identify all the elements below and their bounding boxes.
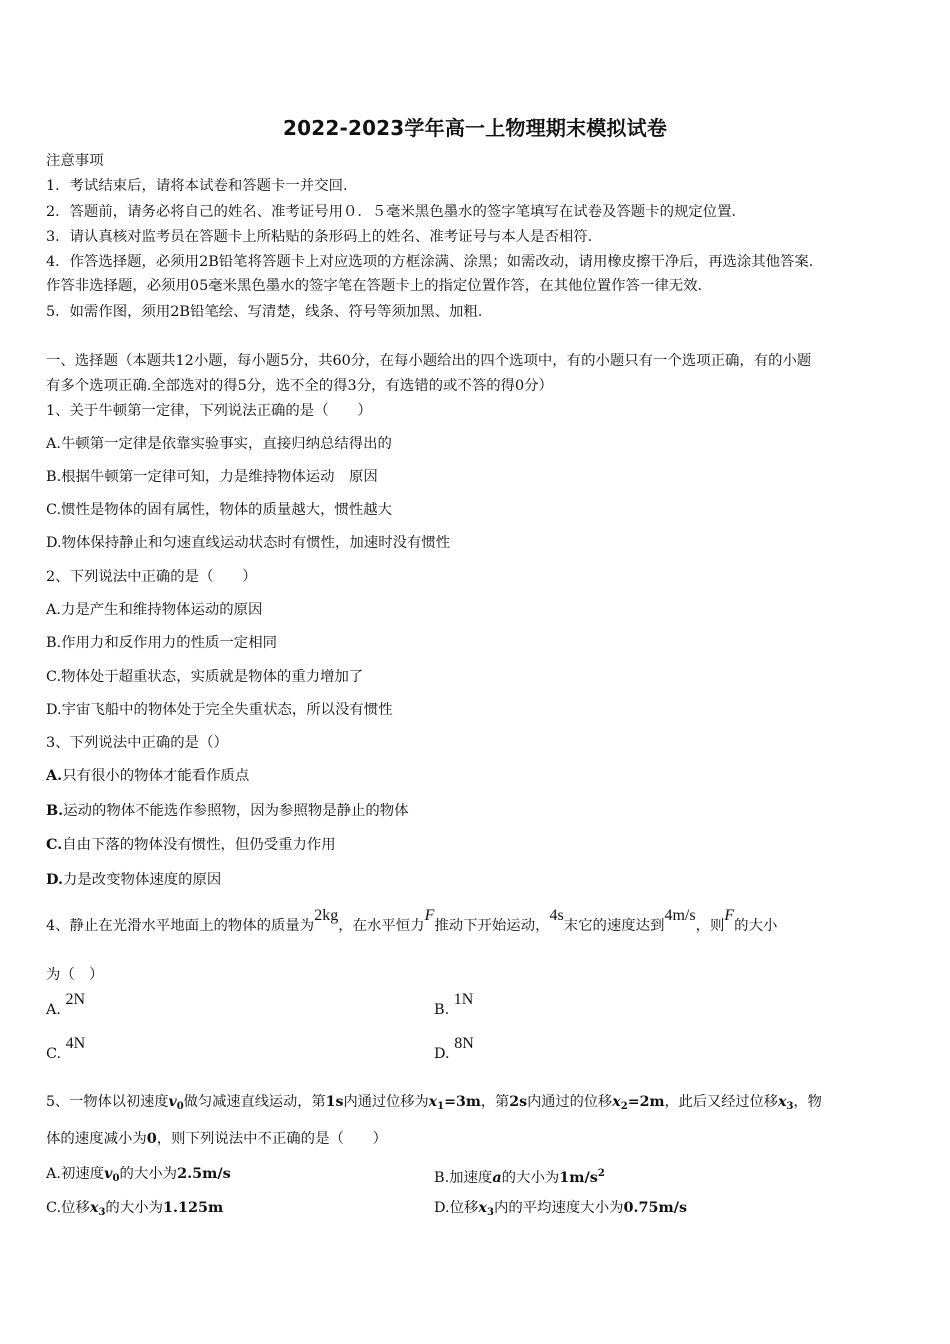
q1-option-a: A.牛顿第一定律是依靠实验事实，直接归纳总结得出的: [46, 436, 392, 452]
q5-time-1: 1s: [325, 1094, 344, 1110]
q5-x3-symbol: x: [777, 1094, 787, 1110]
q5-text-a: 5、一物体以初速度: [46, 1094, 169, 1110]
notice-item-3: 3．请认真核对监考员在答题卡上所粘贴的条形码上的姓名、准考证号与本人是否相符．: [46, 229, 603, 245]
q4-option-d-value: 8N: [454, 1035, 474, 1052]
q4-text-3: 推动下开始运动，: [434, 918, 550, 934]
q2-stem: 2、下列说法中正确的是（ ）: [46, 569, 257, 585]
q4-text-5: ，则: [695, 918, 725, 934]
q5-option-d: [434, 1198, 687, 1223]
q4-option-a-label: A.: [46, 1002, 61, 1018]
q5-option-b-pre: B.加速度: [434, 1170, 493, 1186]
q3-option-c-text: 自由下落的物体没有惯性，但仍受重力作用: [62, 837, 336, 853]
q3-option-c-label: C.: [46, 836, 63, 853]
q4-force-symbol-2: F: [724, 907, 735, 924]
q4-force-symbol: F: [424, 907, 435, 924]
q5-x1-sub: 1: [437, 1101, 445, 1112]
q5-option-d-sub: 3: [486, 1207, 494, 1218]
q5-option-d-symbol: x: [478, 1199, 487, 1216]
notice-item-2: 2．答题前，请务必将自己的姓名、准考证号用０．５毫米黑色墨水的签字笔填写在试卷及答题卡的规定位置．: [46, 204, 746, 220]
q3-stem: 3、下列说法中正确的是（）: [46, 735, 228, 751]
q4-option-c: [46, 1035, 86, 1064]
q4-stem-line2: 为（ ）: [46, 967, 104, 983]
q4-option-b-label: B.: [434, 1002, 450, 1018]
q4-text-4: 末它的速度达到: [563, 918, 665, 934]
q5-option-a-pre: A.初速度: [46, 1166, 105, 1182]
q5-text-line2a: 体的速度减小为: [46, 1131, 147, 1147]
q3-option-a-label: A.: [46, 767, 63, 784]
q4-option-a: [46, 991, 86, 1020]
q5-x2-value: =2m: [627, 1094, 665, 1110]
q5-option-c-sub: 3: [98, 1207, 106, 1218]
q4-text-6: 的大小: [734, 918, 778, 934]
q3-option-d: [46, 870, 221, 890]
q3-option-b-label: B.: [46, 802, 64, 819]
q5-option-c-pre: C.位移: [46, 1200, 90, 1216]
q5-option-b-symbol: a: [492, 1169, 502, 1186]
q4-mass: 2kg: [314, 907, 339, 924]
q5-text-e: 内通过的位移: [527, 1094, 613, 1110]
q5-x1-value: =3m: [444, 1094, 481, 1110]
q5-text-line2b: ，则下列说法中不正确的是（ ）: [156, 1131, 388, 1147]
q5-option-a-symbol: v: [104, 1165, 113, 1182]
q5-x3-sub: 3: [786, 1101, 794, 1112]
q4-option-d-label: D.: [434, 1046, 450, 1062]
notice-item-4-cont: 作答非选择题，必须用05毫米黑色墨水的签字笔在答题卡上的指定位置作答，在其他位置作答一律无效．: [46, 278, 712, 294]
q5-option-c-value: 1.125m: [163, 1199, 224, 1216]
q1-stem: 1、关于牛顿第一定律，下列说法正确的是（ ）: [46, 403, 372, 419]
q5-stem-line1: [46, 1092, 822, 1117]
q2-option-d: D.宇宙飞船中的物体处于完全失重状态，所以没有惯性: [46, 702, 393, 718]
q5-option-c: [46, 1198, 223, 1223]
q1-option-d: D.物体保持静止和匀速直线运动状态时有惯性，加速时没有惯性: [46, 535, 451, 551]
q5-v0-symbol: v: [168, 1094, 177, 1110]
q5-option-a: [46, 1164, 231, 1189]
q5-option-b-value: 1m/s: [559, 1169, 598, 1186]
q2-option-a: A.力是产生和维持物体运动的原因: [46, 602, 263, 618]
q3-option-b: [46, 801, 409, 821]
q4-option-b-value: 1N: [453, 991, 474, 1008]
notice-item-1: 1．考试结束后，请将本试卷和答题卡一并交回．: [46, 178, 358, 194]
q4-time: 4s: [549, 907, 564, 924]
q5-stem-line2: [46, 1129, 387, 1149]
q4-option-c-value: 4N: [65, 1035, 86, 1052]
q3-option-c: [46, 835, 336, 855]
q5-option-a-sub: 0: [112, 1173, 120, 1184]
notice-item-4: 4．作答选择题，必须用2B铅笔将答题卡上对应选项的方框涂满、涂黑；如需改动，请用橡皮擦干净后，再选涂其他答案．: [46, 254, 824, 270]
page-title: 2022-2023学年高一上物理期末模拟试卷: [282, 116, 668, 140]
q5-v0-sub: 0: [176, 1101, 184, 1112]
q5-text-f: ，此后又经过位移: [664, 1094, 778, 1110]
q5-x2-sub: 2: [620, 1101, 628, 1112]
q5-text-c: 内通过位移为: [343, 1094, 429, 1110]
q5-x1-symbol: x: [428, 1094, 438, 1110]
q1-option-c: C.惯性是物体的固有属性，物体的质量越大，惯性越大: [46, 502, 393, 518]
q3-option-b-text: 运动的物体不能选作参照物，因为参照物是静止的物体: [63, 803, 409, 819]
q4-option-b: [434, 991, 474, 1020]
q5-option-b-sup: 2: [597, 1168, 605, 1179]
q5-text-b: 做匀减速直线运动，第: [183, 1094, 326, 1110]
q5-option-d-value: 0.75m/s: [623, 1199, 688, 1216]
q5-x2-symbol: x: [612, 1094, 621, 1110]
q4-text-2: ，在水平恒力: [338, 918, 425, 934]
q5-option-a-value: 2.5m/s: [177, 1165, 231, 1182]
q5-zero: 0: [146, 1130, 157, 1147]
q4-text-1: 4、静止在光滑水平地面上的物体的质量为: [46, 918, 315, 934]
q5-text-d: ，第: [480, 1094, 510, 1110]
notice-item-5: 5．如需作图，须用2B铅笔绘、写清楚，线条、符号等须加黑、加粗．: [46, 304, 493, 320]
q4-option-a-value: 2N: [65, 991, 86, 1008]
q5-option-d-mid: 内的平均速度大小为: [493, 1200, 624, 1216]
q3-option-a-text: 只有很小的物体才能看作质点: [62, 768, 250, 784]
notice-heading: 注意事项: [46, 153, 104, 169]
q5-text-g: ，物: [793, 1094, 822, 1110]
q4-speed: 4m/s: [664, 907, 696, 924]
section-intro-line2: 有多个选项正确.全部选对的得5分，选不全的得3分，有选错的或不答的得0分）: [46, 378, 553, 394]
q5-option-b-mid: 的大小为: [501, 1170, 560, 1186]
q5-option-a-mid: 的大小为: [119, 1166, 178, 1182]
q2-option-c: C.物体处于超重状态，实质就是物体的重力增加了: [46, 669, 364, 685]
q3-option-d-label: D.: [46, 871, 63, 888]
q5-option-d-pre: D.位移: [434, 1200, 479, 1216]
q5-option-c-symbol: x: [89, 1199, 99, 1216]
q4-option-c-label: C.: [46, 1046, 62, 1062]
q3-option-d-text: 力是改变物体速度的原因: [62, 872, 222, 888]
q4-option-d: [434, 1035, 474, 1064]
q5-option-b: [434, 1164, 605, 1188]
q3-option-a: [46, 766, 249, 786]
q5-option-c-mid: 的大小为: [105, 1200, 163, 1216]
q2-option-b: B.作用力和反作用力的性质一定相同: [46, 635, 278, 651]
q5-time-2: 2s: [509, 1094, 528, 1110]
q4-stem-line1: [46, 907, 778, 936]
section-intro-line1: 一、选择题（本题共12小题，每小题5分，共60分，在每小题给出的四个选项中，有的小题只有一个选项正确，有的小题: [46, 353, 812, 369]
q1-option-b: B.根据牛顿第一定律可知，力是维持物体运动 原因: [46, 469, 378, 485]
